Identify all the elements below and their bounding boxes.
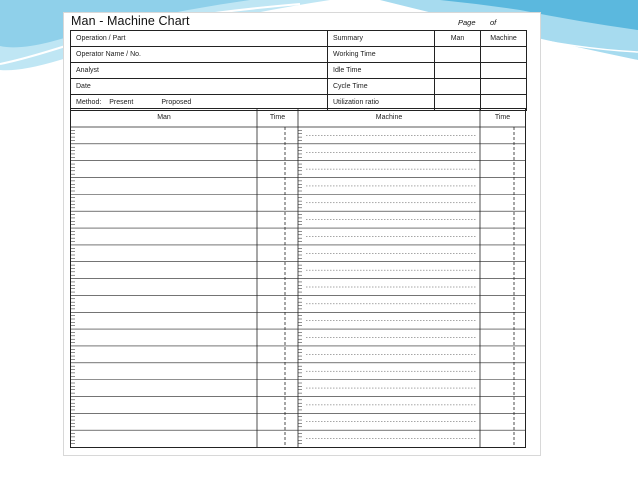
cycle-time-label: Cycle Time bbox=[328, 79, 435, 95]
summary-man-col: Man bbox=[435, 31, 481, 47]
time-grid-lines bbox=[71, 109, 525, 447]
of-label: of bbox=[490, 18, 497, 27]
col-header-time-right: Time bbox=[494, 114, 511, 121]
header-row bbox=[71, 79, 527, 95]
page-label: Page bbox=[458, 18, 476, 27]
chart-title: Man - Machine Chart bbox=[71, 14, 190, 28]
header-row bbox=[71, 31, 527, 47]
summary-label: Summary bbox=[328, 31, 435, 47]
analyst-label: Analyst bbox=[71, 63, 328, 79]
time-grid bbox=[70, 108, 526, 448]
header-row bbox=[71, 47, 527, 63]
idle-time-label: Idle Time bbox=[328, 63, 435, 79]
col-header-man: Man bbox=[157, 114, 171, 121]
col-header-machine: Machine bbox=[375, 114, 403, 121]
working-time-label: Working Time bbox=[328, 47, 435, 63]
col-header-time-left: Time bbox=[269, 114, 286, 121]
summary-machine-col: Machine bbox=[481, 31, 527, 47]
header-row bbox=[71, 63, 527, 79]
operation-part-label: Operation / Part bbox=[71, 31, 328, 47]
idle-time-man-cell[interactable] bbox=[435, 63, 481, 79]
working-time-man-cell[interactable] bbox=[435, 47, 481, 63]
method-label: Method: bbox=[76, 99, 102, 106]
header-table bbox=[70, 30, 527, 111]
method-present-option[interactable]: Present bbox=[109, 99, 134, 106]
operator-name-label: Operator Name / No. bbox=[71, 47, 328, 63]
method-proposed-option[interactable]: Proposed bbox=[161, 99, 192, 106]
working-time-machine-cell[interactable] bbox=[481, 47, 527, 63]
cycle-time-man-cell[interactable] bbox=[435, 79, 481, 95]
date-label: Date bbox=[71, 79, 328, 95]
utilization-ratio-label: Utilization ratio bbox=[328, 95, 435, 111]
cycle-time-machine-cell[interactable] bbox=[481, 79, 527, 95]
idle-time-machine-cell[interactable] bbox=[481, 63, 527, 79]
